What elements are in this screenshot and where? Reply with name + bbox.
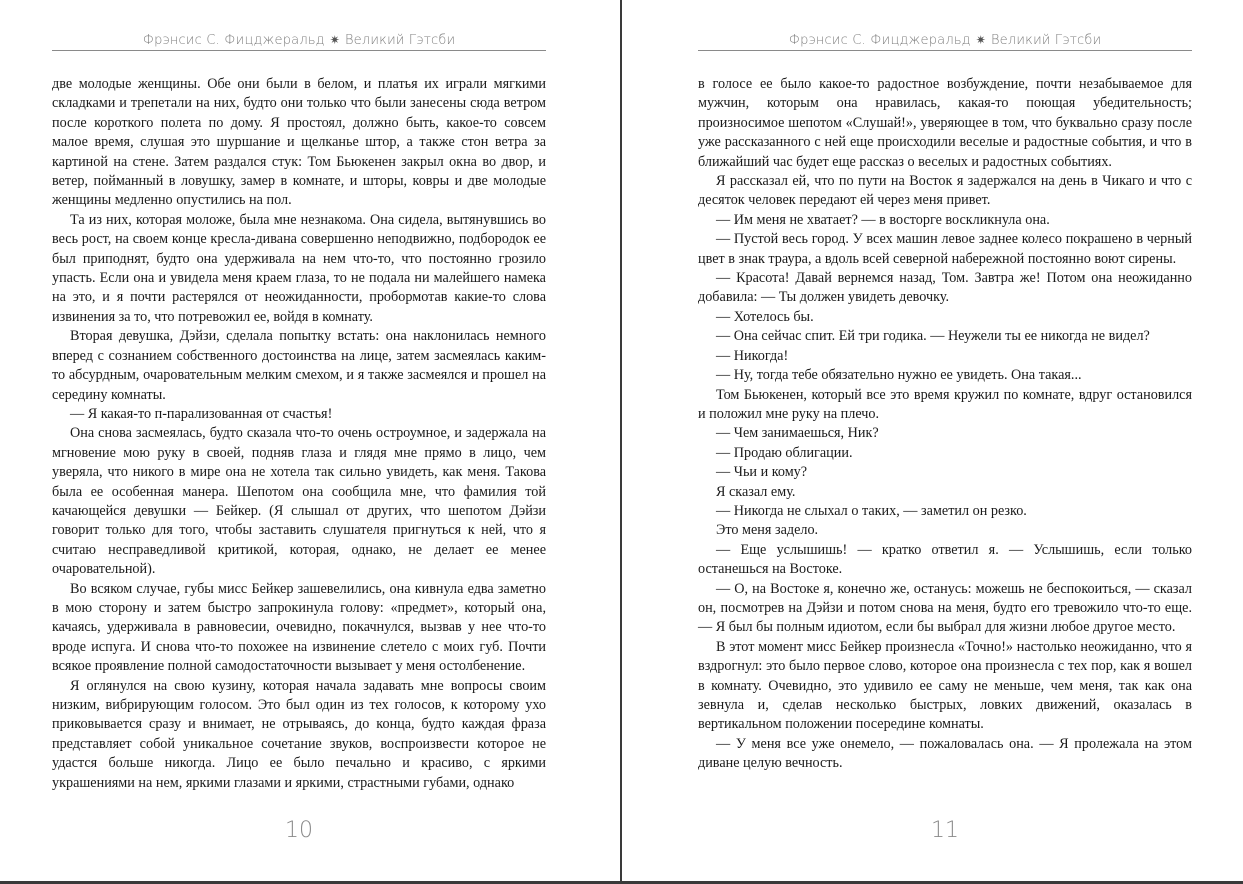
dialogue-line: — Я какая-то п-парализованная от счастья!: [70, 405, 333, 422]
dialogue-line: — Продаю облигации.: [716, 444, 853, 461]
running-head-author: Фрэнсис С. Фицджеральд: [788, 33, 971, 48]
page-divider: [620, 0, 622, 884]
dialogue-line: — Пустой весь город. У всех машин левое заднее колесо покрашено в черный цвет в знак траура, а вдоль всей северной набережной постоянно воют сирены.: [698, 231, 1192, 267]
star-ornament-icon: ✷: [975, 33, 986, 47]
left-page: [52, 0, 546, 884]
paragraph: Я сказал ему.: [716, 483, 796, 500]
header-rule: [698, 50, 1192, 51]
dialogue-line: — Никогда!: [716, 347, 789, 364]
paragraph: Я рассказал ей, что по пути на Восток я задержался на день в Чикаго и что с десяток человек передают ей через меня привет.: [698, 173, 1192, 209]
dialogue-line: — Хотелось бы.: [716, 308, 814, 325]
dialogue-line: — Красота! Давай вернемся назад, Том. Завтра же! Потом она неожиданно добавила: — Ты должен увидеть девочку.: [698, 270, 1192, 306]
page-body: [698, 75, 1192, 774]
dialogue-line: — Никогда не слыхал о таких, — заметил он резко.: [716, 502, 1027, 519]
dialogue-line: — Она сейчас спит. Ей три годика. — Неужели ты ее никогда не видел?: [716, 328, 1150, 345]
paragraph: Том Бьюкенен, который все это время кружил по комнате, вдруг остановился и положил мне руку на плечо.: [698, 386, 1192, 422]
dialogue-line: — Им меня не хватает? — в восторге воскликнула она.: [716, 211, 1050, 228]
page-body: [52, 75, 546, 793]
dialogue-line: — Чьи и кому?: [716, 464, 808, 481]
page-number: 10: [285, 818, 313, 843]
header-rule: [52, 50, 546, 51]
dialogue-line: — Еще услышишь! — кратко ответил я. — Услышишь, если только останешься на Востоке.: [698, 541, 1192, 578]
paragraph: Та из них, которая моложе, была мне незнакома. Она сидела, вытянувшись во весь рост, на своем конце кресла-дивана совершенно неподвижно, подбородок ее был приподнят, будто она удерживала на нем что-то, что постоянно грозило упасть. Если она и увидела меня краем глаза, то не подала ни малейшего намека на это, и я почти растерялся от неожиданности, пробормотав какие-то слова извинения за то, что потревожил ее, войдя в комнату.: [52, 211, 546, 325]
page-number: 11: [931, 818, 959, 843]
running-head-title: Великий Гэтсби: [344, 33, 456, 48]
paragraph: В этот момент мисс Бейкер произнесла «Точно!» настолько неожиданно, что я вздрогнул: это было первое слово, которое она произнесла с тех пор, как я вошел в комнату. Очевидно, это удивило ее саму не меньше, чем меня, так как она зевнула и, сделав несколько быстрых, ловких движений, оказалась в вертикальном положении посередине комнаты.: [698, 638, 1192, 733]
running-head: [698, 33, 1192, 51]
star-ornament-icon: ✷: [329, 33, 340, 47]
paragraph: в голосе ее было какое-то радостное возбуждение, почти незабываемое для мужчин, которым она нравилась, какая-то поющая убедительность; произносимое шепотом «Слушай!», уверяющее в том, что буквально сразу после уже рассказанного с ней еще происходили веселые и радостные события, и что в ближайший час будет еще рассказ о веселых и радостных событиях.: [698, 76, 1192, 170]
paragraph: Она снова засмеялась, будто сказала что-то очень остроумное, и задержала на мгновение мою руку в своей, подняв глаза и глядя мне прямо в лицо, чем уверяла, что никого в мире она не хотела так сильно увидеть, как меня. Такова была ее особенная манера. Шепотом она сообщила мне, что фамилия той качающейся девушки — Бейкер. (Я слышал от других, что шепотом Дэйзи говорит только для того, чтобы заставить слушателя пригнуться к ней, что я считаю несправедливой критикой, которая, однако, не делает ее менее очаровательной).: [52, 425, 546, 578]
paragraph: Вторая девушка, Дэйзи, сделала попытку встать: она наклонилась немного вперед с сознанием собственного достоинства на лице, затем засмеялась каким-то абсурдным, очаровательным мелким смехом, и я также засмеялся и прошел на середину комнаты.: [52, 328, 546, 403]
paragraph: Во всяком случае, губы мисс Бейкер зашевелились, она кивнула едва заметно в мою сторону и затем быстро запрокинула голову: «предмет», который она, качаясь, удерживала в равновесии, очевидно, покачнулся, вызвав у нее что-то вроде испуга. И снова что-то похожее на извинение слетело с моих губ. Почти всякое проявление полной самодостаточности вызывает у меня остолбенение.: [52, 580, 546, 675]
dialogue-line: — У меня все уже онемело, — пожаловалась она. — Я пролежала на этом диване целую вечность.: [698, 735, 1192, 772]
paragraph: Это меня задело.: [716, 522, 819, 539]
dialogue-line: — Чем занимаешься, Ник?: [716, 425, 879, 442]
paragraph: две молодые женщины. Обе они были в белом, и платья их играли мягкими складками и трепетали на них, будто они только что были занесены сюда ветром после короткого полета по дому. Я простоял, должно быть, какое-то совсем малое время, слушая это шуршание и щелканье штор, а также стон ветра за картиной на стене. Затем раздался стук: Том Бьюкенен закрыл окна во двор, и ветер, пойманный в ловушку, замер в комнате, и шторы, ковры и две молодые женщины медленно опустились на пол.: [52, 76, 546, 209]
dialogue-line: — О, на Востоке я, конечно же, останусь: можешь не беспокоиться, — сказал он, посмотрев на Дэйзи и потом снова на меня, будто его тревожило что-то еще. — Я был бы полным идиотом, если бы выбрал для жизни любое другое место.: [698, 580, 1192, 636]
running-head-author: Фрэнсис С. Фицджеральд: [142, 33, 325, 48]
running-head: [52, 33, 546, 51]
running-head-title: Великий Гэтсби: [990, 33, 1102, 48]
paragraph: Я оглянулся на свою кузину, которая начала задавать мне вопросы своим низким, вибрирующим голосом. Это был один из тех голосов, к которому ухо приковывается сразу и внимает, не отрываясь, до конца, будто каждая фраза представляет собой уникальное сочетание звуков, воспроизвести которое не удастся больше никогда. Лицо ее было печально и красиво, с яркими украшениями на нем, яркими глазами и яркими, страстными губами, однако: [52, 677, 546, 791]
dialogue-line: — Ну, тогда тебе обязательно нужно ее увидеть. Она такая...: [716, 367, 1082, 384]
right-page: [698, 0, 1192, 884]
